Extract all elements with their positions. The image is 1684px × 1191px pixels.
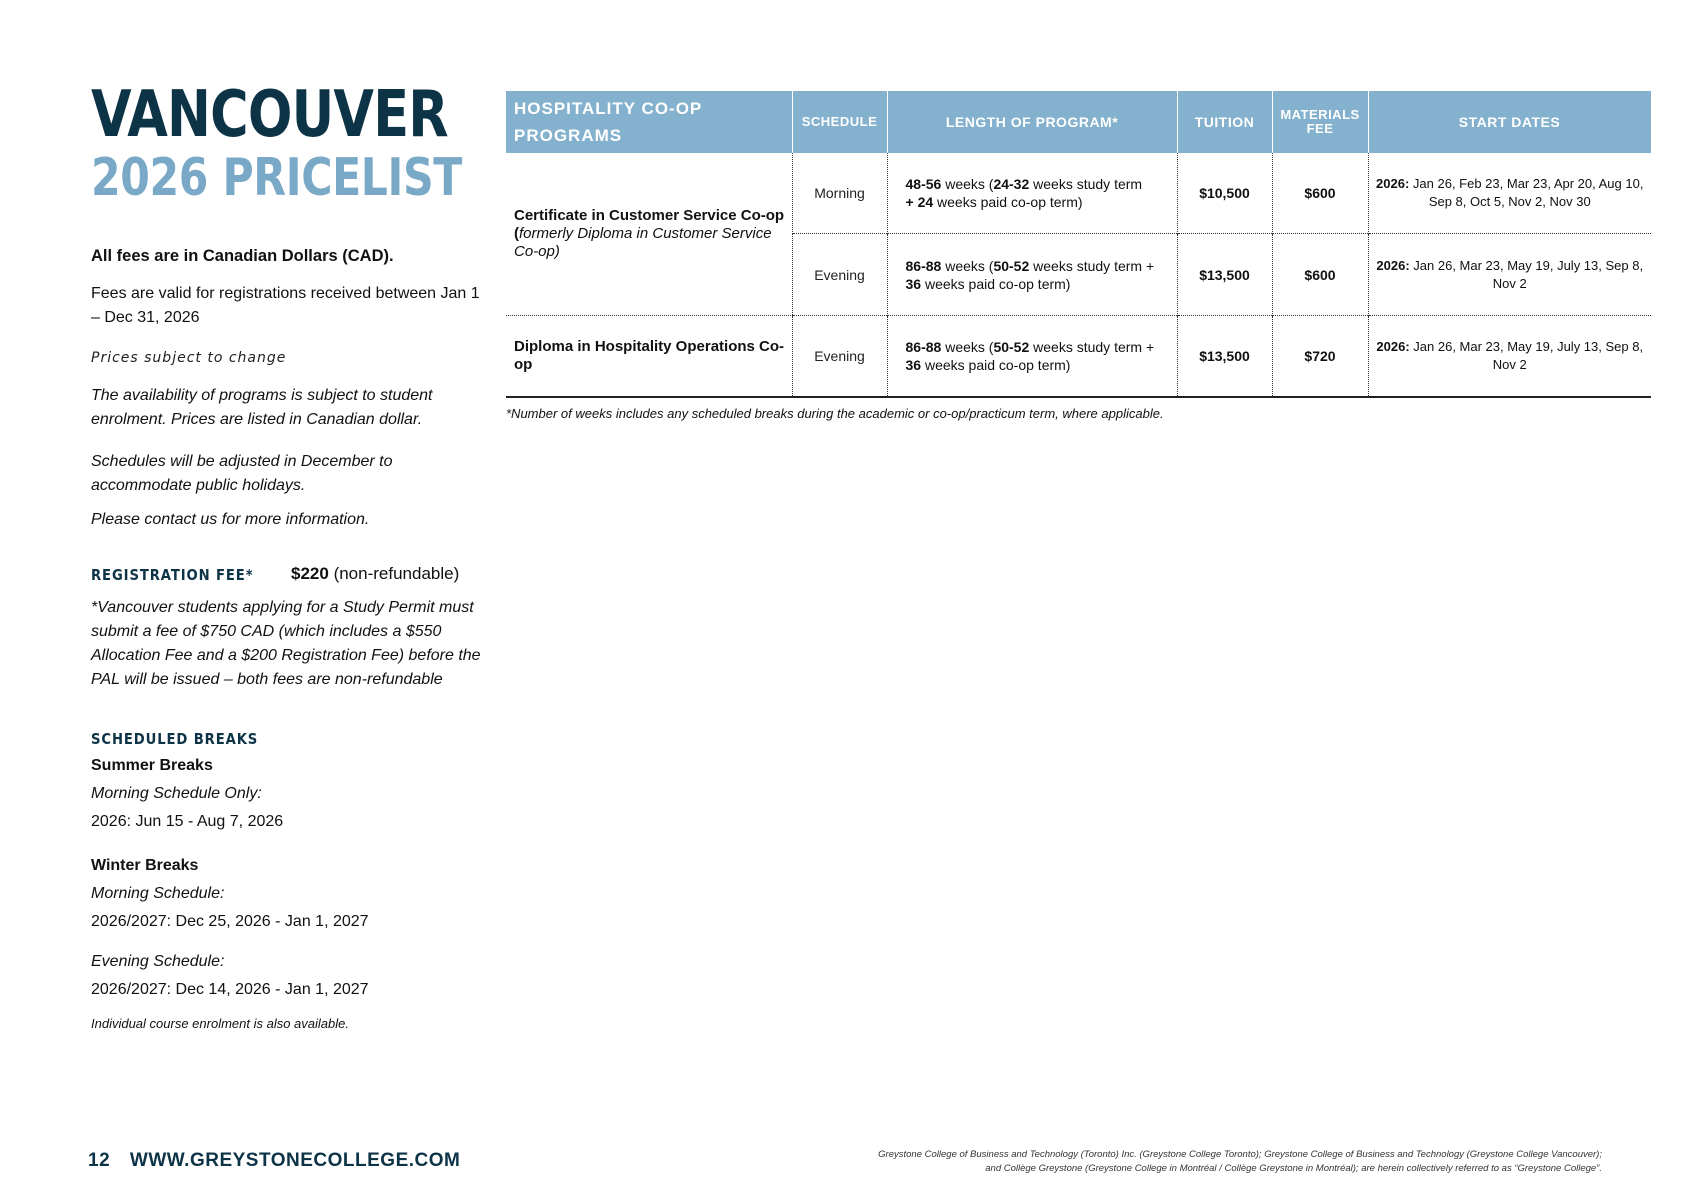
- header-length: LENGTH OF PROGRAM*: [887, 91, 1177, 153]
- left-column: [91, 80, 481, 1036]
- header-start-dates: START DATES: [1368, 91, 1651, 153]
- page-footer: [88, 1150, 460, 1172]
- legal-line-1: Greystone College of Business and Technology (Toronto) Inc. (Greystone College Toronto); Greystone College of Business and Technology (Greystone College Vancouver);: [878, 1149, 1602, 1160]
- header-materials-fee: MATERIALS FEE: [1272, 91, 1368, 153]
- table-footnote: *Number of weeks includes any scheduled breaks during the academic or co-op/practicum term, where applicable.: [506, 406, 1164, 421]
- start-dates-cell: 2026: Jan 26, Mar 23, May 19, July 13, Sep 8, Nov 2: [1368, 316, 1651, 398]
- tuition-cell: $10,500: [1177, 153, 1272, 234]
- winter-morning-label: Morning Schedule:: [91, 885, 225, 902]
- winter-breaks-title: Winter Breaks: [91, 857, 199, 874]
- study-permit-note: *Vancouver students applying for a Study Permit must submit a fee of $750 CAD (which includes a $550 Allocation Fee and a $200 Registration Fee) before the PAL will be issued – both fees are non-refundable: [91, 599, 481, 688]
- summer-break-dates: 2026: Jun 15 - Aug 7, 2026: [91, 813, 284, 830]
- registration-fee-qualifier: (non-refundable): [333, 564, 460, 583]
- winter-morning-dates: 2026/2027: Dec 25, 2026 - Jan 1, 2027: [91, 913, 369, 930]
- currency-note: All fees are in Canadian Dollars (CAD).: [91, 247, 394, 265]
- schedule-cell: Evening: [792, 234, 887, 316]
- page-title-city: VANCOUVER: [91, 78, 448, 152]
- registration-fee-row: [91, 564, 481, 588]
- program-former-name: formerly Diploma in Customer Service Co-op): [514, 225, 772, 260]
- page-title-year: 2026 PRICELIST: [91, 148, 462, 208]
- materials-cell: $600: [1272, 234, 1368, 316]
- program-name: Diploma in Hospitality Operations Co-op: [506, 316, 792, 398]
- tuition-cell: $13,500: [1177, 316, 1272, 398]
- legal-line-2: and Collège Greystone (Greystone College in Montréal / Collège Greystone in Montréal); are herein collectively referred to as “Greystone College”.: [985, 1163, 1602, 1174]
- individual-enrolment-note: Individual course enrolment is also available.: [91, 1016, 349, 1031]
- subject-to-change-note: Prices subject to change: [91, 350, 287, 366]
- schedule-cell: Morning: [792, 153, 887, 234]
- start-dates-cell: 2026: Jan 26, Feb 23, Mar 23, Apr 20, Aug 10, Sep 8, Oct 5, Nov 2, Nov 30: [1368, 153, 1651, 234]
- schedule-cell: Evening: [792, 316, 887, 398]
- materials-cell: $720: [1272, 316, 1368, 398]
- winter-evening-label: Evening Schedule:: [91, 953, 225, 970]
- length-cell: 86-88 weeks (50-52 weeks study term + 36 weeks paid co-op term): [887, 234, 1177, 316]
- header-schedule: SCHEDULE: [792, 91, 887, 153]
- materials-cell: $600: [1272, 153, 1368, 234]
- table-row: [506, 153, 1651, 234]
- availability-note: The availability of programs is subject to student enrolment. Prices are listed in Canadian dollar.: [91, 387, 433, 428]
- table-header-row: [506, 91, 1651, 153]
- program-cell: Certificate in Customer Service Co-op (formerly Diploma in Customer Service Co-op): [506, 153, 792, 316]
- page-number: 12: [88, 1150, 111, 1171]
- tuition-cell: $13,500: [1177, 234, 1272, 316]
- price-table: [506, 91, 1652, 398]
- length-cell: 86-88 weeks (50-52 weeks study term + 36 weeks paid co-op term): [887, 316, 1177, 398]
- header-tuition: TUITION: [1177, 91, 1272, 153]
- header-program: HOSPITALITY CO-OP PROGRAMS: [506, 91, 792, 153]
- validity-note: Fees are valid for registrations received between Jan 1 – Dec 31, 2026: [91, 285, 480, 326]
- contact-note: Please contact us for more information.: [91, 511, 370, 528]
- program-name: Certificate in Customer Service Co-op: [514, 207, 785, 224]
- scheduled-breaks-heading: SCHEDULED BREAKS: [91, 730, 259, 748]
- legal-notice: [782, 1148, 1602, 1176]
- summer-schedule-label: Morning Schedule Only:: [91, 785, 262, 802]
- start-dates-cell: 2026: Jan 26, Mar 23, May 19, July 13, Sep 8, Nov 2: [1368, 234, 1651, 316]
- website-link[interactable]: WWW.GREYSTONECOLLEGE.COM: [129, 1150, 461, 1171]
- table-row: [506, 316, 1651, 398]
- length-cell: 48-56 weeks (24-32 weeks study term + 24 weeks paid co-op term): [887, 153, 1177, 234]
- registration-fee-amount: $220: [291, 564, 329, 583]
- summer-breaks-title: Summer Breaks: [91, 757, 213, 774]
- registration-fee-label: REGISTRATION FEE*: [91, 566, 254, 584]
- schedules-note: Schedules will be adjusted in December to accommodate public holidays.: [91, 453, 393, 494]
- winter-evening-dates: 2026/2027: Dec 14, 2026 - Jan 1, 2027: [91, 981, 369, 998]
